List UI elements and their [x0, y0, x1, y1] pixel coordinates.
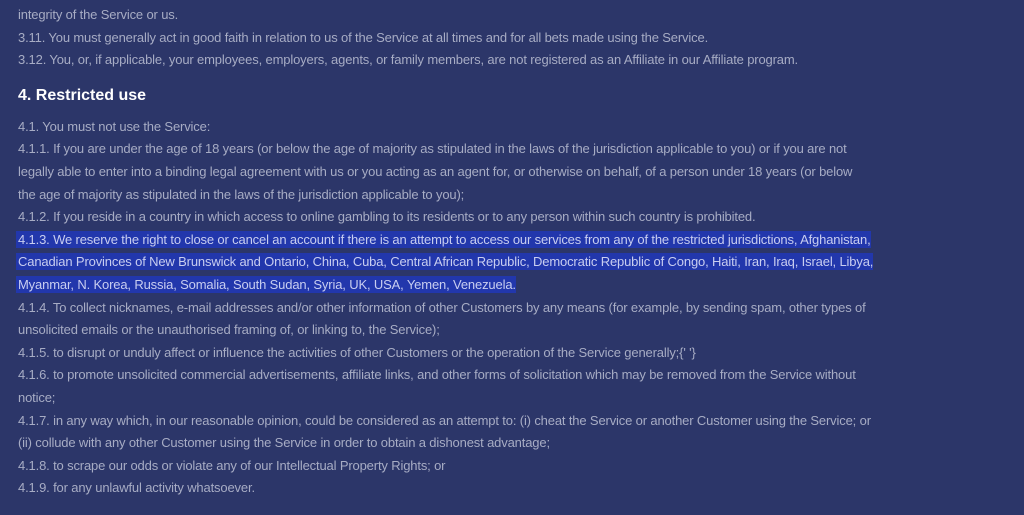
- clause-3-12: 3.12. You, or, if applicable, your employees, employers, agents, or family members, are not registered as an Affiliate in our Affiliate program.: [18, 52, 799, 68]
- section-4-rest: [18, 297, 1008, 500]
- text-line: integrity of the Service or us.: [18, 7, 179, 22]
- clause-4-1-4-cont: unsolicited emails or the unauthorised framing of, or linking to, the Service);: [18, 322, 440, 338]
- highlighted-selection[interactable]: [18, 229, 1008, 297]
- clause-4-1-2: 4.1.2. If you reside in a country in which access to online gambling to its residents or to any person within such country is prohibited.: [18, 209, 756, 225]
- clause-4-1-9: 4.1.9. for any unlawful activity whatsoever.: [18, 480, 255, 496]
- clause-4-1-6-cont: notice;: [18, 389, 56, 405]
- clause-4-1-3-selected-cont[interactable]: Canadian Provinces of New Brunswick and Ontario, China, Cuba, Central African Republic, Democratic Republic of Congo, Haiti, Iran, Iraq, Israel, Libya,: [18, 254, 874, 270]
- clause-4-1-8: 4.1.8. to scrape our odds or violate any of our Intellectual Property Rights; or: [18, 457, 446, 473]
- clause-4-1-1: 4.1.1. If you are under the age of 18 years (or below the age of majority as stipulated in the laws of the jurisdiction applicable to you) or if you are not: [18, 141, 847, 157]
- clause-4-1-7-cont: (ii) collude with any other Customer using the Service in order to obtain a dishonest advantage;: [18, 435, 550, 451]
- clause-3-11: 3.11. You must generally act in good faith in relation to us of the Service at all times and for all bets made using the Service.: [18, 29, 709, 45]
- clause-4-1-7: 4.1.7. in any way which, in our reasonable opinion, could be considered as an attempt to: (i) cheat the Service or another Customer using the Service; or: [18, 412, 871, 428]
- section-3-tail: [18, 4, 1008, 72]
- clause-4-1-1-cont: the age of majority as stipulated in the laws of the jurisdiction applicable to you);: [18, 186, 465, 202]
- clause-4-1-3-selected-cont[interactable]: Myanmar, N. Korea, Russia, Somalia, South Sudan, Syria, UK, USA, Yemen, Venezuela.: [18, 276, 516, 292]
- clause-4-1-5: 4.1.5. to disrupt or unduly affect or influence the activities of other Customers or the operation of the Service generally;{' '}: [18, 344, 696, 360]
- clause-4-1-1-cont: legally able to enter into a binding legal agreement with us or you acting as an agent for, or otherwise on behalf, of a person under 18 years (or below: [18, 163, 853, 179]
- clause-4-1-6: 4.1.6. to promote unsolicited commercial advertisements, affiliate links, and other forms of solicitation which may be removed from the Service without: [18, 367, 856, 383]
- section-heading: 4. Restricted use: [18, 86, 147, 104]
- section-4-body: [18, 116, 1008, 229]
- clause-4-1-3-selected[interactable]: 4.1.3. We reserve the right to close or cancel an account if there is an attempt to access our services from any of the restricted jurisdictions, Afghanistan,: [18, 231, 871, 247]
- clause-4-1-4: 4.1.4. To collect nicknames, e-mail addresses and/or other information of other Customers by any means (for example, by sending spam, other types of: [18, 299, 866, 315]
- clause-4-1: 4.1. You must not use the Service:: [18, 118, 211, 134]
